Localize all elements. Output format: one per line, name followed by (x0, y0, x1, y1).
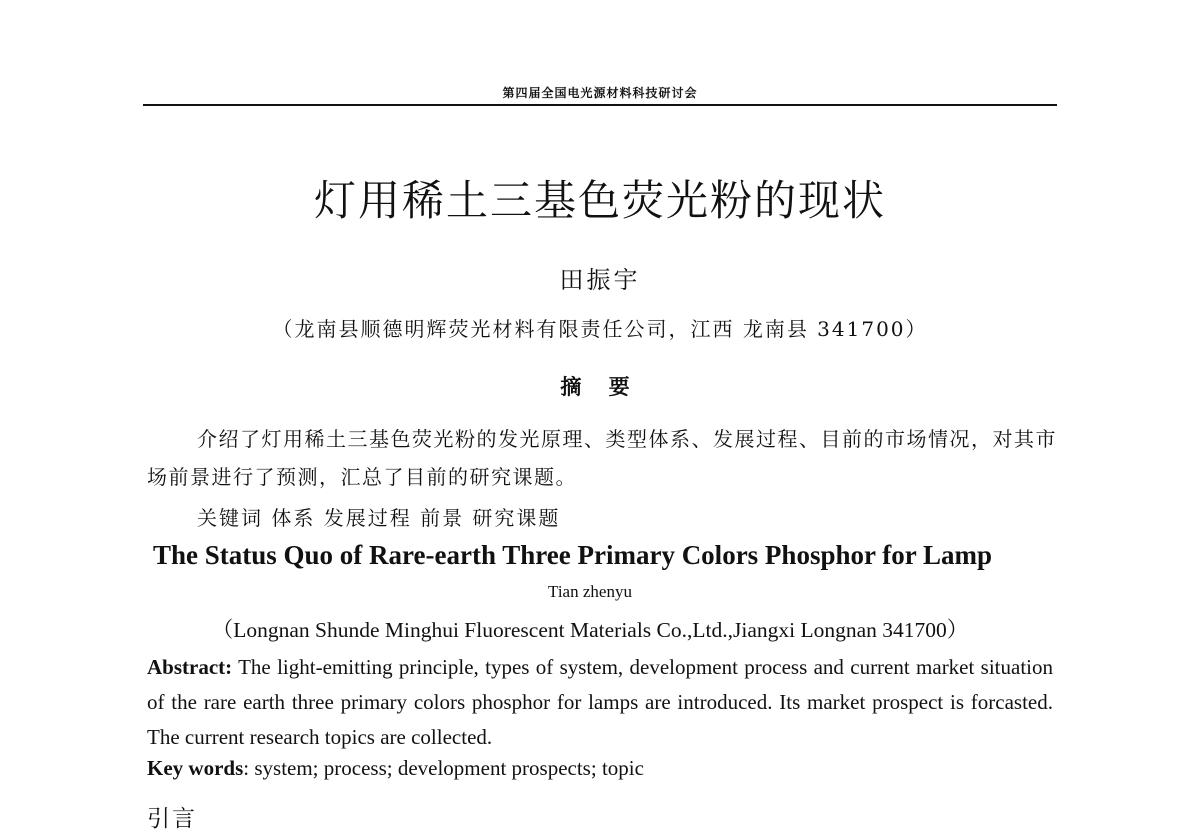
keywords-cn (197, 502, 560, 531)
abstract-heading-cn: 摘 要 (560, 375, 640, 399)
keywords-label-en: Key words (147, 756, 244, 780)
abstract-text-en: The light-emitting principle, types of system, development process and current market situation of the rare earth three primary colors phosphor for lamps are introduced. Its market prospect is forcasted. The current research topics are collected. (147, 655, 1053, 749)
affiliation-en: （Longnan Shunde Minghui Fluorescent Materials Co.,Ltd.,Jiangxi Longnan 341700） (211, 618, 969, 642)
header-rule (143, 104, 1057, 106)
paper-title-cn: 灯用稀土三基色荧光粉的现状 (313, 176, 886, 225)
keywords-list-cn: 体系 发展过程 前景 研究课题 (271, 506, 561, 530)
author-cn: 田振宇 (559, 266, 641, 294)
paper-title-en: The Status Quo of Rare-earth Three Primary Colors Phosphor for Lamp (153, 540, 992, 570)
abstract-label-en: Abstract (147, 655, 226, 679)
section-heading-intro: 引言 (147, 806, 197, 832)
keywords-label-cn: 关键词 (197, 506, 263, 530)
conference-header: 第四届全国电光源材料科技研讨会 (502, 86, 698, 100)
abstract-en: Abstract: The light-emitting principle, types of system, development process and current market situation of the rare earth three primary colors phosphor for lamps are introduced. Its market prospect is forcasted. The current research topics are collected. (147, 655, 1053, 749)
affiliation-cn: （龙南县顺德明辉荧光材料有限责任公司，江西 龙南县 341700） (272, 317, 928, 341)
abstract-cn: 介绍了灯用稀土三基色荧光粉的发光原理、类型体系、发展过程、目前的市场情况，对其市场前景进行了预测，汇总了目前的研究课题。 (147, 427, 1057, 489)
keywords-en: Key words: system; process; development prospects; topic (147, 756, 644, 780)
keywords-list-en: system; process; development prospects; topic (254, 756, 644, 780)
author-en: Tian zhenyu (548, 582, 632, 601)
